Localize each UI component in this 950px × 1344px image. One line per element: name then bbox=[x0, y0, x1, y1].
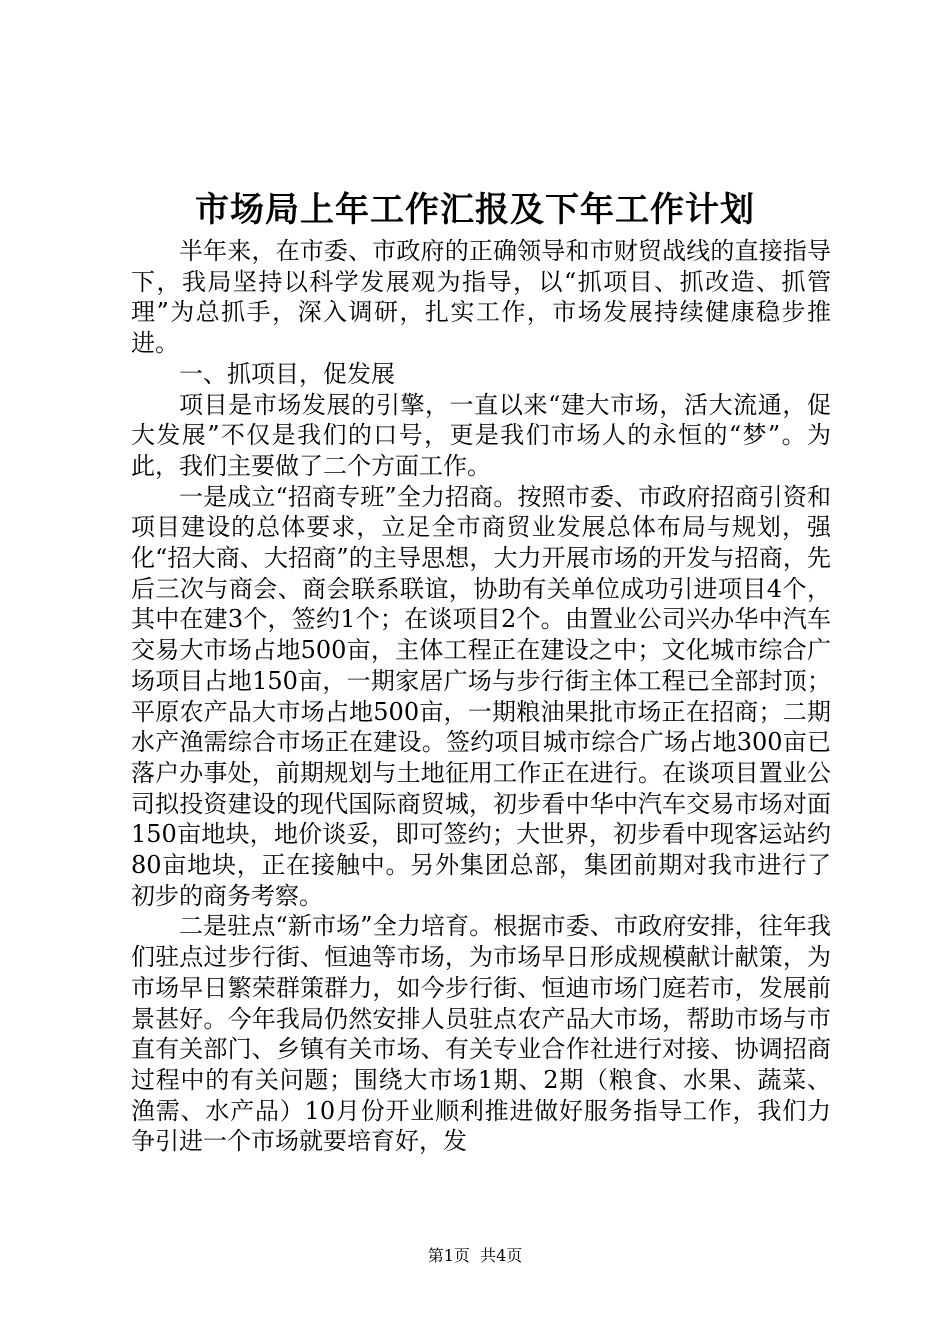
document-title: 市场局上年工作汇报及下年工作计划 bbox=[195, 190, 755, 230]
page-number: 第1页 bbox=[427, 1246, 470, 1265]
footer-spacer bbox=[470, 1246, 480, 1265]
paragraph-investment-team: 一是成立“招商专班”全力招商。按照市委、市政府招商引资和项目建设的总体要求，立足全市商贸业发展总体布局与规划，强化“招大商、大招商”的主导思想，大力开展市场的开发与招商，先后三次与商会、商会联系联谊，协助有关单位成功引进项目4个，其中在建3个，签约1个；在谈项目2个。由置业公司兴办华中汽车交易大市场占地500亩，主体工程正在建设之中；文化城市综合广场项目占地150亩，一期家居广场与步行街主体工程已全部封顶；平原农产品大市场占地500亩，一期粮油果批市场正在招商；二期水产渔需综合市场正在建设。签约项目城市综合广场占地300亩已落户办事处，前期规划与土地征用工作正在进行。在谈项目置业公司拟投资建设的现代国际商贸城，初步看中华中汽车交易市场对面150亩地块，地价谈妥，即可签约；大世界，初步看中现客运站约80亩地块，正在接触中。另外集团总部，集团前期对我市进行了初步的商务考察。 bbox=[131, 482, 831, 910]
paragraph-new-market: 二是驻点“新市场”全力培育。根据市委、市政府安排，往年我们驻点过步行街、恒迪等市场，为市场早日形成规模献计献策，为市场早日繁荣群策群力，如今步行街、恒迪市场门庭若市，发展前景甚好。今年我局仍然安排人员驻点农产品大市场，帮助市场与市直有关部门、乡镇有关市场、有关专业合作社进行对接、协调招商过程中的有关问题；围绕大市场1期、2期（粮食、水果、蔬菜、渔需、水产品）10月份开业顺利推进做好服务指导工作，我们力争引进一个市场就要培育好，发 bbox=[131, 912, 831, 1156]
paragraph-project-engine: 项目是市场发展的引擎，一直以来“建大市场，活大流通，促大发展”不仅是我们的口号，更是我们市场人的永恒的“梦”。为此，我们主要做了二个方面工作。 bbox=[131, 390, 831, 480]
page-total: 共4页 bbox=[480, 1246, 523, 1265]
page-footer bbox=[0, 1244, 950, 1268]
section-heading: 一、抓项目，促发展 bbox=[179, 359, 395, 388]
document-body bbox=[131, 236, 831, 1157]
paragraph-intro: 半年来，在市委、市政府的正确领导和市财贸战线的直接指导下，我局坚持以科学发展观为指导，以“抓项目、抓改造、抓管理”为总抓手，深入调研，扎实工作，市场发展持续健康稳步推进。 bbox=[131, 237, 831, 358]
